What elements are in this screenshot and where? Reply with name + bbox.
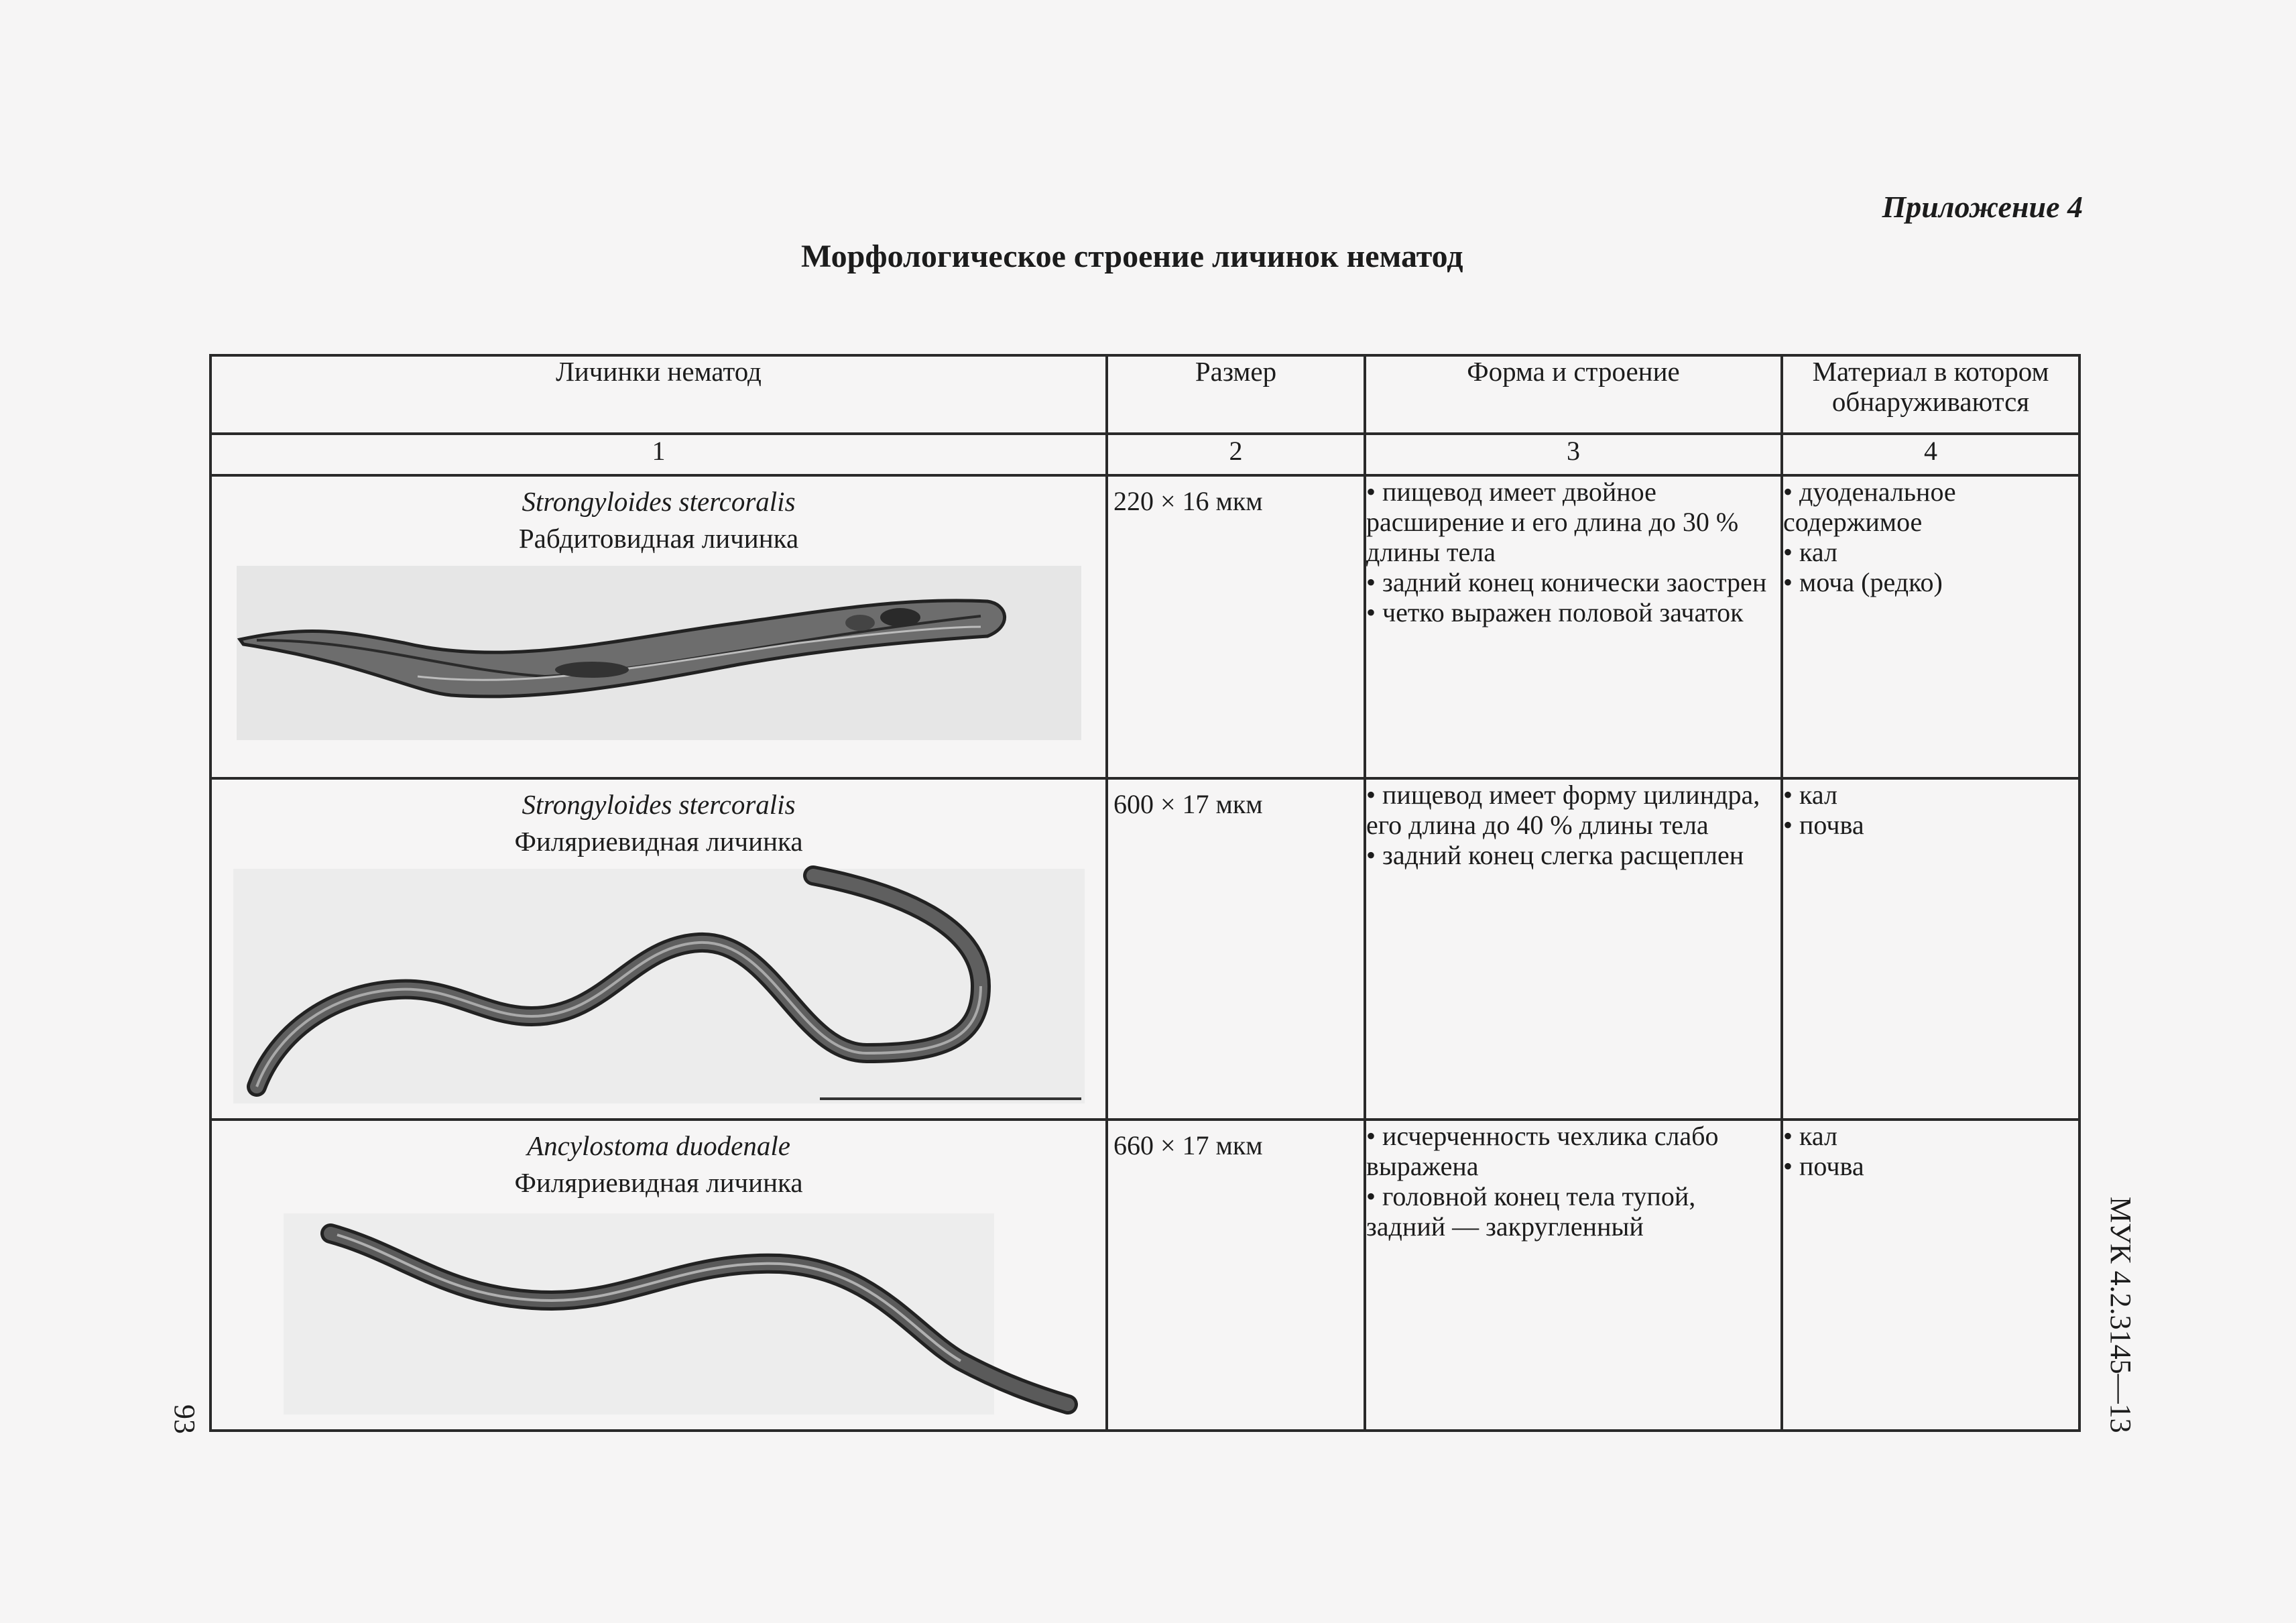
material-cell (1782, 475, 2079, 778)
size-value: 660 × 17 мкм (1113, 1130, 1263, 1160)
species-name: Ancylostoma duodenale (527, 1130, 790, 1161)
ancylostoma-larva-illustration (230, 1207, 1088, 1421)
species-name: Strongyloides stercoralis (522, 789, 796, 820)
column-number-row (210, 434, 2079, 475)
material-item: • кал (1783, 1121, 2078, 1151)
structure-item: • головной конец тела тупой, задний — закругленный (1366, 1181, 1780, 1242)
structure-cell (1365, 1120, 1782, 1431)
larva-cell (210, 475, 1107, 778)
material-item: • моча (редко) (1783, 567, 2078, 597)
structure-cell (1365, 475, 1782, 778)
material-item: • почва (1783, 810, 2078, 840)
column-header: Материал в котором обнаруживаются (1782, 355, 2079, 434)
column-number: 3 (1365, 434, 1782, 475)
material-cell (1782, 778, 2079, 1120)
size-cell (1107, 475, 1365, 778)
column-header: Форма и строение (1365, 355, 1782, 434)
table-header-row (210, 355, 2079, 434)
table-row (210, 475, 2079, 778)
page-title: Морфологическое строение личинок нематод (801, 239, 1463, 274)
larva-cell (210, 1120, 1107, 1431)
material-cell (1782, 1120, 2079, 1431)
table-row (210, 1120, 2079, 1431)
material-item: • кал (1783, 537, 2078, 567)
nematode-larvae-table (209, 354, 2081, 1432)
document-code: МУК 4.2.3145—13 (2104, 1197, 2137, 1433)
structure-item: • задний конец конически заострен (1366, 567, 1780, 597)
column-header: Личинки нематод (210, 355, 1107, 434)
rhabditiform-larva-illustration (230, 562, 1088, 743)
structure-item: • пищевод имеет двойное расширение и его длина до 30 % длины тела (1366, 477, 1780, 567)
structure-item: • пищевод имеет форму цилиндра, его длина до 40 % длины тела (1366, 780, 1780, 840)
structure-cell (1365, 778, 1782, 1120)
column-number: 1 (210, 434, 1107, 475)
larva-cell (210, 778, 1107, 1120)
size-value: 600 × 17 мкм (1113, 789, 1263, 819)
material-item: • кал (1783, 780, 2078, 810)
table-row (210, 778, 2079, 1120)
appendix-label: Приложение 4 (1882, 190, 2083, 224)
page-number: 93 (168, 1404, 201, 1434)
column-header: Размер (1107, 355, 1365, 434)
structure-item: • задний конец слегка расщеплен (1366, 840, 1780, 870)
size-cell (1107, 778, 1365, 1120)
filariform-larva-illustration (230, 865, 1088, 1107)
column-number: 4 (1782, 434, 2079, 475)
larva-type: Филяриевидная личинка (514, 826, 803, 857)
material-item: • почва (1783, 1151, 2078, 1181)
column-number: 2 (1107, 434, 1365, 475)
size-value: 220 × 16 мкм (1113, 486, 1263, 516)
structure-item: • четко выражен половой зачаток (1366, 597, 1780, 627)
species-name: Strongyloides stercoralis (522, 486, 796, 517)
larva-type: Рабдитовидная личинка (518, 523, 799, 554)
larva-type: Филяриевидная личинка (514, 1167, 803, 1198)
size-cell (1107, 1120, 1365, 1431)
structure-item: • исчерченность чехлика слабо выражена (1366, 1121, 1780, 1181)
material-item: • дуоденальное содержимое (1783, 477, 2078, 537)
